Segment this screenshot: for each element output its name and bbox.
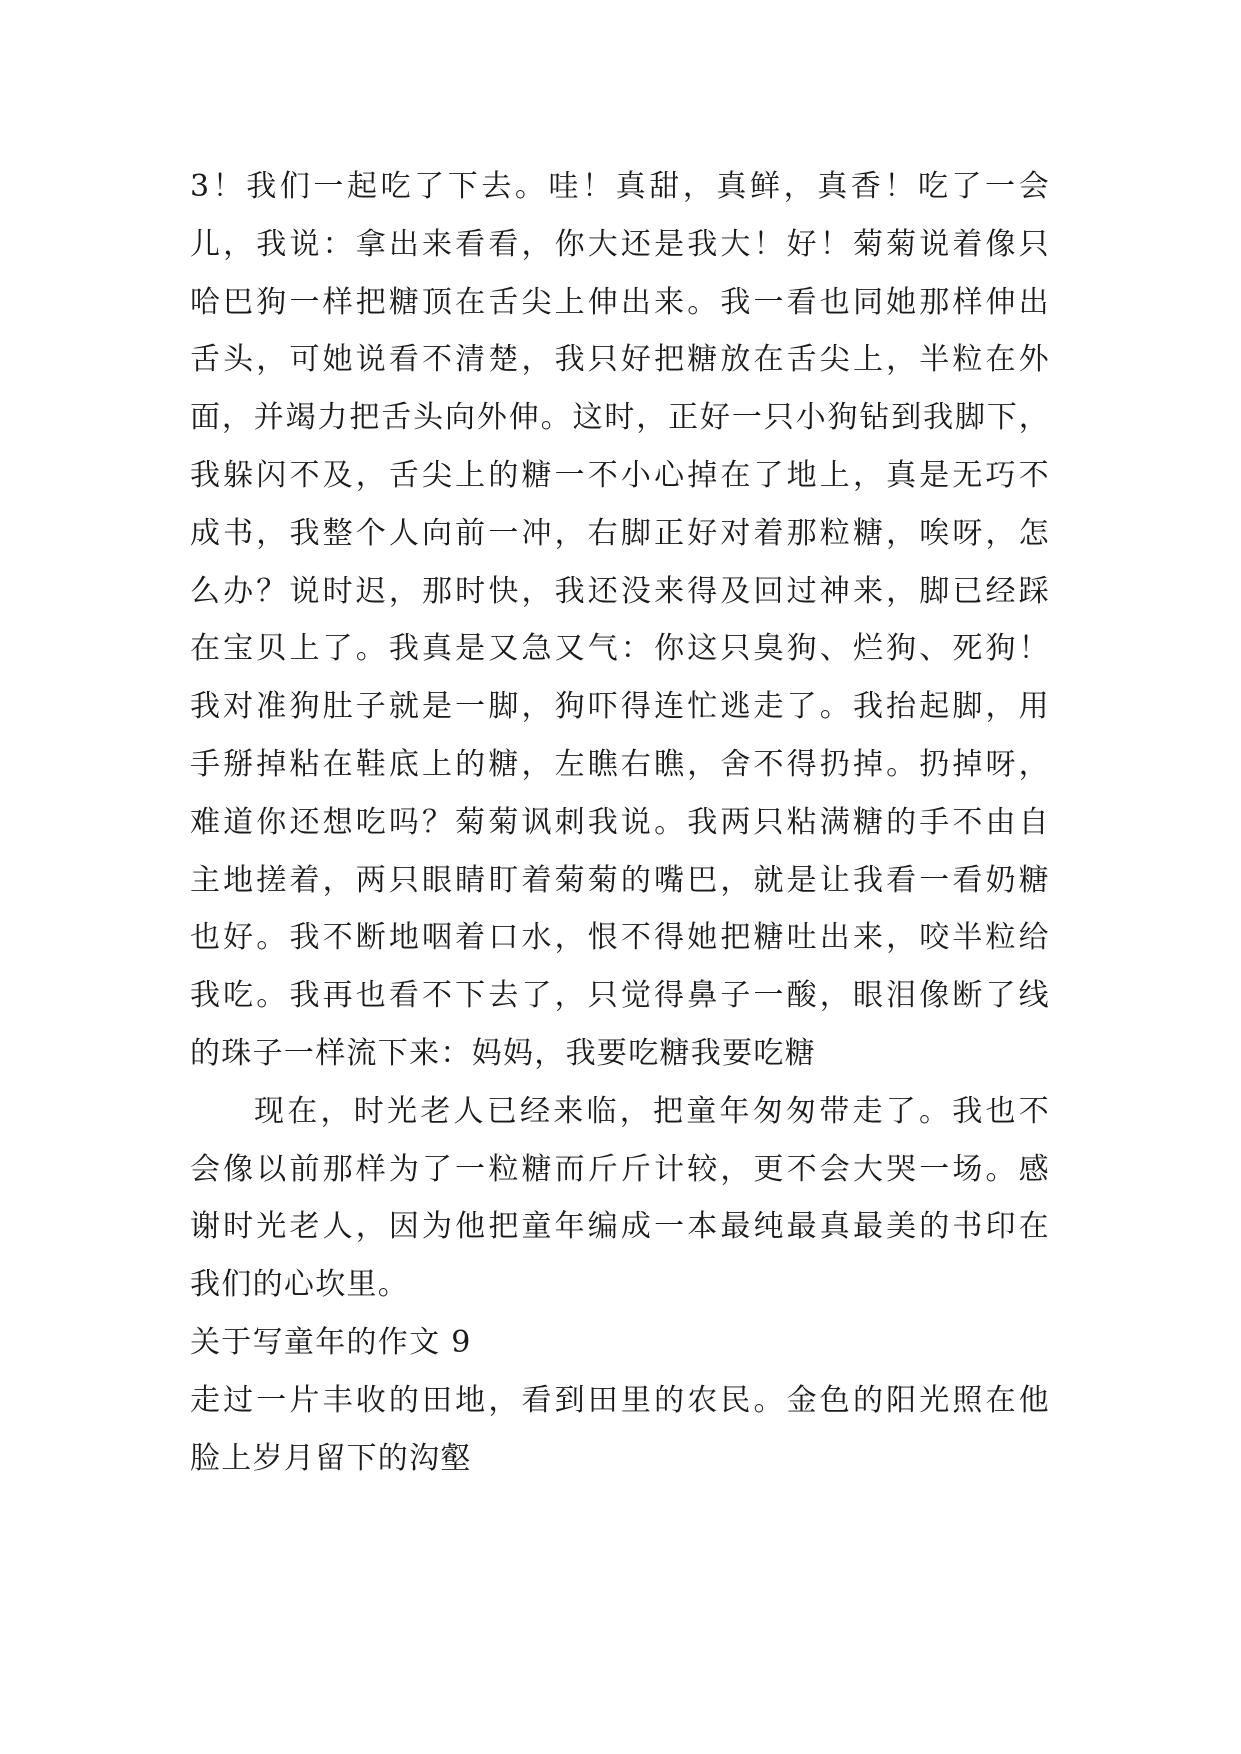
paragraph-essay-9-opening	[190, 1372, 1050, 1488]
text-line: 难道你还想吃吗？菊菊讽刺我说。我两只粘满糖的手不由自	[190, 804, 1050, 840]
text-line: 我躲闪不及，舌尖上的糖一不小心掉在了地上，真是无巧不	[190, 457, 1050, 493]
text-line: 的珠子一样流下来：妈妈，我要吃糖我要吃糖	[190, 1035, 816, 1071]
paragraph-story-continuation	[190, 158, 1050, 1083]
section-heading: 关于写童年的作文 9	[190, 1324, 472, 1360]
text-line: 走过一片丰收的田地，看到田里的农民。金色的阳光照在他	[190, 1382, 1050, 1418]
text-line: 也好。我不断地咽着口水，恨不得她把糖吐出来，咬半粒给	[190, 920, 1050, 956]
text-line: 成书，我整个人向前一冲，右脚正好对着那粒糖，唉呀，怎	[190, 515, 1050, 551]
text-line: 我对准狗肚子就是一脚，狗吓得连忙逃走了。我抬起脚，用	[190, 689, 1050, 725]
text-line: 现在，时光老人已经来临，把童年匆匆带走了。我也不	[254, 1093, 1050, 1129]
text-line: 儿，我说：拿出来看看，你大还是我大！好！菊菊说着像只	[190, 226, 1050, 262]
text-line: 我吃。我再也看不下去了，只觉得鼻子一酸，眼泪像断了线	[190, 978, 1050, 1014]
text-line: 么办？说时迟，那时快，我还没来得及回过神来，脚已经踩	[190, 573, 1050, 609]
document-body	[190, 158, 1050, 1487]
paragraph-reflection	[190, 1083, 1050, 1314]
text-line: 面，并竭力把舌头向外伸。这时，正好一只小狗钻到我脚下，	[190, 400, 1050, 436]
text-line: 手掰掉粘在鞋底上的糖，左瞧右瞧，舍不得扔掉。扔掉呀，	[190, 746, 1050, 782]
text-line: 谢时光老人，因为他把童年编成一本最纯最真最美的书印在	[190, 1209, 1050, 1245]
text-line: 我们的心坎里。	[190, 1267, 410, 1303]
text-line: 在宝贝上了。我真是又急又气：你这只臭狗、烂狗、死狗！	[190, 631, 1050, 667]
text-line: 舌头，可她说看不清楚，我只好把糖放在舌尖上，半粒在外	[190, 342, 1050, 378]
text-line: 主地搓着，两只眼睛盯着菊菊的嘴巴，就是让我看一看奶糖	[190, 862, 1050, 898]
text-line: 会像以前那样为了一粒糖而斤斤计较，更不会大哭一场。感	[190, 1151, 1050, 1187]
text-line: 脸上岁月留下的沟壑	[190, 1440, 472, 1476]
text-line: 3！我们一起吃了下去。哇！真甜，真鲜，真香！吃了一会	[190, 169, 1050, 204]
text-line: 哈巴狗一样把糖顶在舌尖上伸出来。我一看也同她那样伸出	[190, 284, 1050, 320]
